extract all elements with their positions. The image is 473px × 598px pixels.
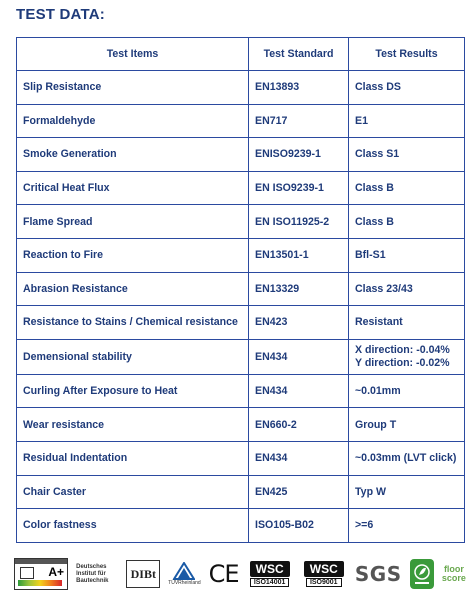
tuv-label: TÜVRheinland bbox=[168, 580, 201, 586]
test-item: Curling After Exposure to Heat bbox=[17, 374, 249, 408]
house-icon bbox=[20, 567, 34, 579]
test-standard: EN434 bbox=[249, 441, 349, 475]
test-standard: EN660-2 bbox=[249, 408, 349, 442]
test-standard: EN13329 bbox=[249, 272, 349, 306]
test-standard: EN423 bbox=[249, 306, 349, 340]
test-item: Formaldehyde bbox=[17, 104, 249, 138]
test-item: Critical Heat Flux bbox=[17, 171, 249, 205]
test-item: Smoke Generation bbox=[17, 138, 249, 172]
leaf-icon bbox=[410, 559, 434, 589]
table-row bbox=[17, 138, 465, 172]
test-standard: EN ISO9239-1 bbox=[249, 171, 349, 205]
certification-logos bbox=[14, 557, 466, 591]
test-standard: EN13501-1 bbox=[249, 238, 349, 272]
table-row bbox=[17, 272, 465, 306]
energy-scale-bar bbox=[18, 580, 62, 586]
dibt-institute-text: Deutsches Institut für Bautechnik bbox=[76, 563, 109, 584]
wsc-iso9001-logo bbox=[301, 561, 347, 587]
test-result: Class 23/43 bbox=[349, 272, 465, 306]
table-row bbox=[17, 171, 465, 205]
result-line-x: X direction: -0.04% bbox=[355, 343, 450, 356]
test-standard: EN ISO11925-2 bbox=[249, 205, 349, 239]
header-test-standard: Test Standard bbox=[249, 38, 349, 71]
test-result: ~0.01mm bbox=[349, 374, 465, 408]
table-row bbox=[17, 104, 465, 138]
table-row bbox=[17, 441, 465, 475]
floorscore-logo bbox=[442, 565, 466, 583]
green-leaf-logo bbox=[410, 559, 434, 589]
energy-label-logo bbox=[14, 558, 68, 590]
test-result: Bfl-S1 bbox=[349, 238, 465, 272]
test-result bbox=[349, 339, 465, 374]
test-item: Residual Indentation bbox=[17, 441, 249, 475]
test-data-table bbox=[16, 37, 465, 543]
table-row bbox=[17, 306, 465, 340]
table-header-row bbox=[17, 38, 465, 71]
floorscore-bottom: score bbox=[441, 573, 466, 583]
tuv-triangle-icon bbox=[173, 562, 195, 580]
test-item: Demensional stability bbox=[17, 339, 249, 374]
iso14001-label: ISO14001 bbox=[250, 578, 290, 587]
table-row bbox=[17, 408, 465, 442]
test-item: Flame Spread bbox=[17, 205, 249, 239]
wsc-mark: WSC bbox=[304, 561, 344, 577]
test-result: Class S1 bbox=[349, 138, 465, 172]
floorscore-top: floor bbox=[443, 564, 464, 574]
test-result: Class B bbox=[349, 205, 465, 239]
test-standard: EN434 bbox=[249, 374, 349, 408]
wsc-mark: WSC bbox=[250, 561, 290, 577]
dibt-logo: DIBt bbox=[126, 560, 160, 588]
energy-grade: A+ bbox=[48, 565, 64, 579]
test-standard: EN13893 bbox=[249, 71, 349, 105]
table-row bbox=[17, 509, 465, 543]
table-row bbox=[17, 374, 465, 408]
test-result: Class DS bbox=[349, 71, 465, 105]
test-item: Chair Caster bbox=[17, 475, 249, 509]
test-item: Reaction to Fire bbox=[17, 238, 249, 272]
test-result: Typ W bbox=[349, 475, 465, 509]
test-result: Resistant bbox=[349, 306, 465, 340]
header-test-results: Test Results bbox=[349, 38, 465, 71]
table-row bbox=[17, 238, 465, 272]
sgs-logo: SGS bbox=[354, 562, 402, 586]
test-standard: EN425 bbox=[249, 475, 349, 509]
test-standard: EN717 bbox=[249, 104, 349, 138]
table-row bbox=[17, 205, 465, 239]
test-result: >=6 bbox=[349, 509, 465, 543]
test-result: ~0.03mm (LVT click) bbox=[349, 441, 465, 475]
test-result: Class B bbox=[349, 171, 465, 205]
tuv-logo bbox=[168, 559, 200, 589]
header-test-items: Test Items bbox=[17, 38, 249, 71]
test-result: E1 bbox=[349, 104, 465, 138]
test-item: Color fastness bbox=[17, 509, 249, 543]
ce-mark: CE bbox=[208, 560, 239, 588]
table-row bbox=[17, 71, 465, 105]
test-result: Group T bbox=[349, 408, 465, 442]
table-row bbox=[17, 475, 465, 509]
test-standard: ISO105-B02 bbox=[249, 509, 349, 543]
iso9001-label: ISO9001 bbox=[306, 578, 342, 587]
page-title: TEST DATA: bbox=[16, 6, 105, 23]
test-standard: ENISO9239-1 bbox=[249, 138, 349, 172]
table-row bbox=[17, 339, 465, 374]
test-standard: EN434 bbox=[249, 339, 349, 374]
wsc-iso14001-logo bbox=[247, 561, 293, 587]
test-item: Abrasion Resistance bbox=[17, 272, 249, 306]
test-item: Resistance to Stains / Chemical resistance bbox=[17, 306, 249, 340]
result-line-y: Y direction: -0.02% bbox=[355, 356, 450, 369]
test-item: Wear resistance bbox=[17, 408, 249, 442]
test-item: Slip Resistance bbox=[17, 71, 249, 105]
